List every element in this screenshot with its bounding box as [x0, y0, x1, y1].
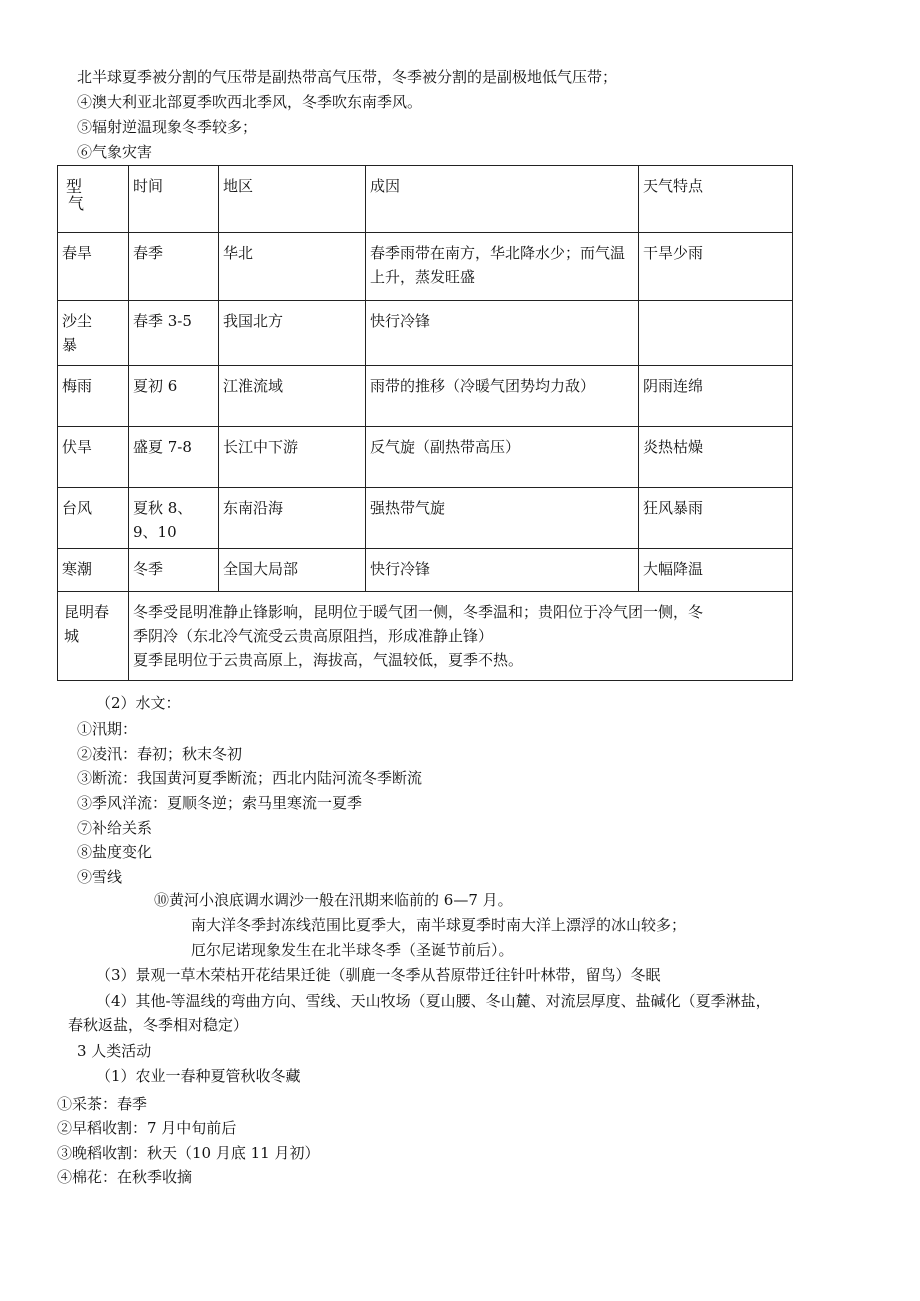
cell-region: 华北 [219, 233, 366, 301]
list-item: ⑦补给关系 [77, 819, 153, 837]
cell-cause: 雨带的推移（冷暖气团势均力敌） [366, 366, 639, 427]
kunming-text-1: 冬季受昆明准静止锋影响，昆明位于暖气团一侧，冬季温和；贵阳位于冷气团一侧，冬 [133, 603, 704, 621]
text-line: 南大洋冬季封冻线范围比夏季大，南半球夏季时南大洋上漂浮的冰山较多； [191, 916, 687, 934]
header-cell-cause: 成因 [366, 166, 639, 233]
cell-cause: 快行冷锋 [366, 301, 639, 366]
section-heading: （3）景观一草木荣枯开花结果迁徙（驯鹿一冬季从苔原带迁往针叶林带，留鸟）冬眠 [96, 966, 661, 984]
section-heading: （4）其他-等温线的弯曲方向、雪线、天山牧场（夏山腰、冬山麓、对流层厚度、盐碱化（夏季淋盐， [96, 992, 771, 1010]
table-row [58, 549, 793, 592]
cell-feature: 干旱少雨 [639, 233, 793, 301]
header-cell-type: 型 气 [58, 166, 129, 233]
cell-time: 冬季 [129, 549, 219, 592]
cell-type [58, 301, 129, 366]
list-item: ②凌汛：春初；秋末冬初 [77, 745, 243, 763]
cell-type: 春旱 [58, 233, 129, 301]
cell-region: 江淮流域 [219, 366, 366, 427]
list-item: ⑩黄河小浪底调水调沙一般在汛期来临前的 6—7 月。 [154, 891, 513, 909]
cell-cause: 强热带气旋 [366, 488, 639, 549]
cell-region: 东南沿海 [219, 488, 366, 549]
kunming-description [129, 592, 793, 681]
cell-feature: 大幅降温 [639, 549, 793, 592]
list-item: ③季风洋流：夏顺冬逆；索马里寒流一夏季 [77, 794, 363, 812]
cell-time: 春季 [129, 233, 219, 301]
cell-cause: 快行冷锋 [366, 549, 639, 592]
table-row [58, 301, 793, 366]
list-item: ②早稻收割：7 月中旬前后 [57, 1119, 237, 1137]
cell-time: 夏初 6 [129, 366, 219, 427]
cell-feature: 狂风暴雨 [639, 488, 793, 549]
cell-region: 我国北方 [219, 301, 366, 366]
list-item: ①汛期： [77, 720, 138, 738]
cell-type [58, 592, 129, 681]
text-line: 春秋返盐，冬季相对稳定） [68, 1016, 249, 1034]
section-heading: （2）水文： [96, 694, 181, 712]
cell-feature [639, 301, 793, 366]
list-item: ③断流：我国黄河夏季断流；西北内陆河流冬季断流 [77, 769, 423, 787]
header-cell-feature: 天气特点 [639, 166, 793, 233]
list-item: ③晚稻收割：秋天（10 月底 11 月初） [57, 1144, 320, 1162]
text-line: ⑤辐射逆温现象冬季较多； [77, 118, 258, 136]
table-row-kunming [58, 592, 793, 681]
header-cell-region: 地区 [219, 166, 366, 233]
list-item: ④棉花：在秋季收摘 [57, 1168, 193, 1186]
cell-time [129, 488, 219, 549]
text-line: 厄尔尼诺现象发生在北半球冬季（圣诞节前后）。 [191, 941, 514, 959]
cell-region: 全国大局部 [219, 549, 366, 592]
cell-time: 盛夏 7-8 [129, 427, 219, 488]
table-row [58, 427, 793, 488]
section-heading: ⑥气象灾害 [77, 143, 153, 161]
cell-type: 伏旱 [58, 427, 129, 488]
list-item: ⑨雪线 [77, 868, 123, 886]
cell-feature: 阴雨连绵 [639, 366, 793, 427]
table-header-row [58, 166, 793, 233]
cell-region: 长江中下游 [219, 427, 366, 488]
cell-time: 春季 3-5 [129, 301, 219, 366]
table-row [58, 488, 793, 549]
list-item: ⑧盐度变化 [77, 843, 153, 861]
kunming-text-3: 夏季昆明位于云贵高原上，海拔高，气温较低，夏季不热。 [133, 651, 524, 669]
cell-type: 梅雨 [58, 366, 129, 427]
list-item: ①采茶：春季 [57, 1095, 148, 1113]
kunming-label: 昆明春 城 [64, 603, 110, 645]
weather-disaster-table [57, 165, 793, 681]
cell-feature: 炎热枯燥 [639, 427, 793, 488]
table-row [58, 233, 793, 301]
cell-type: 台风 [58, 488, 129, 549]
text-line: ④澳大利亚北部夏季吹西北季风，冬季吹东南季风。 [77, 93, 423, 111]
text-line: 北半球夏季被分割的气压带是副热带高气压带，冬季被分割的是副极地低气压带； [77, 68, 618, 86]
section-heading: （1）农业一春种夏管秋收冬藏 [96, 1067, 301, 1085]
header-cell-time: 时间 [129, 166, 219, 233]
table-row [58, 366, 793, 427]
kunming-text-2: 季阴冷（东北冷气流受云贵高原阻挡，形成准静止锋） [133, 627, 494, 645]
cell-type: 寒潮 [58, 549, 129, 592]
cell-type-text: 沙尘 暴 [62, 312, 93, 354]
cell-time-text: 夏秋 8、 9、10 [133, 499, 193, 541]
cell-cause: 反气旋（副热带高压） [366, 427, 639, 488]
section-heading: 3 人类活动 [77, 1042, 152, 1060]
cell-cause: 春季雨带在南方，华北降水少；而气温上升，蒸发旺盛 [366, 233, 639, 301]
